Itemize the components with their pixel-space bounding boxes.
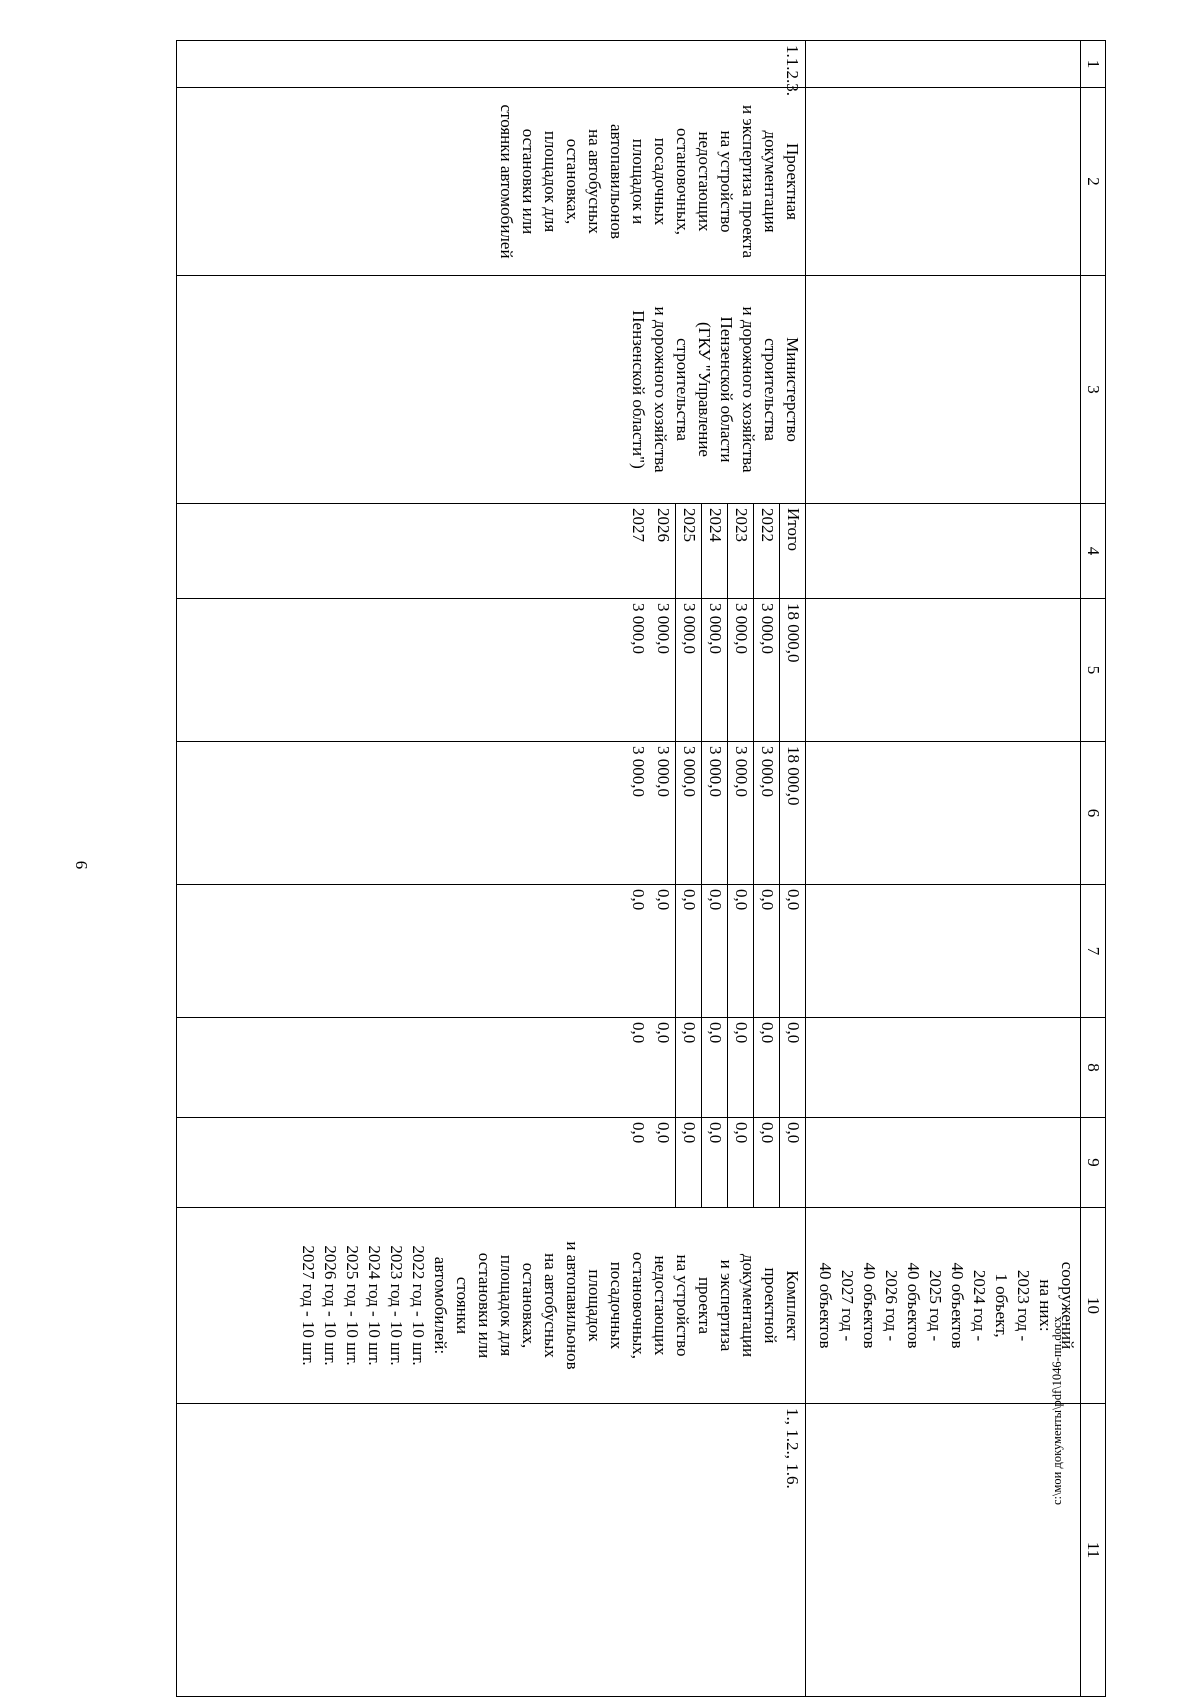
column-number: 11 (1081, 1404, 1106, 1697)
value-item: 0,0 (779, 885, 805, 1017)
column-number: 2 (1081, 88, 1106, 276)
value-item: 0,0 (701, 1018, 727, 1117)
year-item: 2023 (727, 504, 753, 598)
value-item: 3 000,0 (654, 746, 673, 797)
year-item: 2027 (629, 508, 648, 542)
regional-budget-list (625, 742, 805, 884)
column-number: 5 (1081, 599, 1106, 742)
years-cell (177, 504, 806, 599)
row-number-cell (177, 41, 806, 96)
expected-result-text: Комплект проектной документации и экспертиза проекта на устройство недостающих остановочных, посадочных площадок и автопавильонов на автобусных остановках, площадок для остановки или стоянки автомобилей: 2022 год - 10 шт. 2023 год - 10 шт. 2024 год - 10 шт. 2025 год - 10 шт. 2026 год - 10 шт. 2027 год - 10 шт. (299, 1241, 802, 1370)
continued-row (806, 41, 1081, 1697)
year-item: 2022 (753, 504, 779, 598)
empty-cell (806, 1404, 1081, 1697)
regional-budget-cell (177, 742, 806, 885)
value-item: 3 000,0 (629, 603, 648, 654)
local-budget-cell (177, 1018, 806, 1118)
continued-result-text: сооружений на них: 2023 год - 1 объект, 2024 год - 40 объектов 2025 год - 40 объектов 2026 год - 40 объектов 2027 год - 40 объектов (816, 1261, 1077, 1350)
value-item: 0,0 (629, 889, 648, 911)
value-item: 0,0 (654, 1122, 673, 1144)
total-funding-list (625, 599, 805, 741)
column-number: 6 (1081, 742, 1106, 885)
column-number: 1 (1081, 41, 1106, 88)
year-item: 2026 (654, 508, 673, 542)
measure-name: Проектная документация и экспертиза проекта на устройство недостающих остановочных, посадочных площадок и автопавильонов на автобусных остановках, площадок для остановки или стоянки автомобилей (497, 104, 802, 259)
column-number: 8 (1081, 1018, 1106, 1118)
value-item: 0,0 (727, 1018, 753, 1117)
value-item: 0,0 (701, 1118, 727, 1207)
indicator-link-text: 1., 1.2., 1.6. (783, 1408, 802, 1489)
indicator-link-cell (177, 1404, 806, 1697)
value-item: 0,0 (779, 1118, 805, 1207)
value-item: 3 000,0 (753, 742, 779, 884)
executor-text: Министерство строительства и дорожного хозяйства Пензенской области (ГКУ "Управление строительства и дорожного хозяйства Пензенской области") (629, 306, 802, 473)
value-item: 0,0 (675, 1018, 701, 1117)
value-item: 3 000,0 (629, 746, 648, 797)
program-table-sheet (175, 40, 1106, 1696)
empty-cell (806, 88, 1081, 276)
value-item: 0,0 (701, 885, 727, 1017)
empty-cell (806, 1018, 1081, 1118)
measure-name-cell (177, 88, 806, 276)
table-row (177, 41, 806, 1697)
value-item: 0,0 (779, 1018, 805, 1117)
empty-cell (806, 276, 1081, 504)
value-item: 0,0 (629, 1022, 648, 1044)
federal-budget-cell (177, 885, 806, 1018)
column-number: 3 (1081, 276, 1106, 504)
value-item: 3 000,0 (675, 599, 701, 741)
local-budget-list (625, 1018, 805, 1117)
value-item: 0,0 (727, 1118, 753, 1207)
executor-cell (177, 276, 806, 504)
footer-file-path: c:\мои документы\pdf\1046-пп.docx (1050, 1316, 1064, 1505)
column-number: 9 (1081, 1118, 1106, 1208)
value-item: 18 000,0 (779, 742, 805, 884)
empty-cell (806, 1118, 1081, 1208)
value-item: 0,0 (629, 1122, 648, 1144)
value-item: 18 000,0 (779, 599, 805, 741)
value-item: 0,0 (675, 1118, 701, 1207)
year-item: 2024 (701, 504, 727, 598)
empty-cell (806, 599, 1081, 742)
column-number: 4 (1081, 504, 1106, 599)
value-item: 3 000,0 (675, 742, 701, 884)
value-item: 0,0 (753, 1018, 779, 1117)
empty-cell (806, 742, 1081, 885)
value-item: 0,0 (727, 885, 753, 1017)
value-item: 0,0 (654, 1022, 673, 1044)
value-item: 3 000,0 (701, 742, 727, 884)
years-list (625, 504, 805, 598)
value-item: 0,0 (675, 885, 701, 1017)
value-item: 0,0 (753, 1118, 779, 1207)
column-number: 10 (1081, 1208, 1106, 1404)
program-table (176, 40, 1106, 1697)
column-number: 7 (1081, 885, 1106, 1018)
total-funding-cell (177, 599, 806, 742)
year-item: Итого (779, 504, 805, 598)
other-sources-cell (177, 1118, 806, 1208)
value-item: 0,0 (654, 889, 673, 911)
empty-cell (806, 41, 1081, 88)
continued-result-cell (806, 1208, 1081, 1404)
empty-cell (806, 885, 1081, 1018)
other-sources-list (625, 1118, 805, 1207)
value-item: 3 000,0 (654, 603, 673, 654)
value-item: 3 000,0 (727, 742, 753, 884)
federal-budget-list (625, 885, 805, 1017)
value-item: 3 000,0 (727, 599, 753, 741)
page-number: 9 (72, 860, 91, 870)
column-number-row (1081, 41, 1106, 1697)
row-number: 1.1.2.3. (783, 45, 802, 96)
value-item: 0,0 (753, 885, 779, 1017)
expected-result-cell (177, 1208, 806, 1404)
value-item: 3 000,0 (701, 599, 727, 741)
value-item: 3 000,0 (753, 599, 779, 741)
empty-cell (806, 504, 1081, 599)
year-item: 2025 (675, 504, 701, 598)
